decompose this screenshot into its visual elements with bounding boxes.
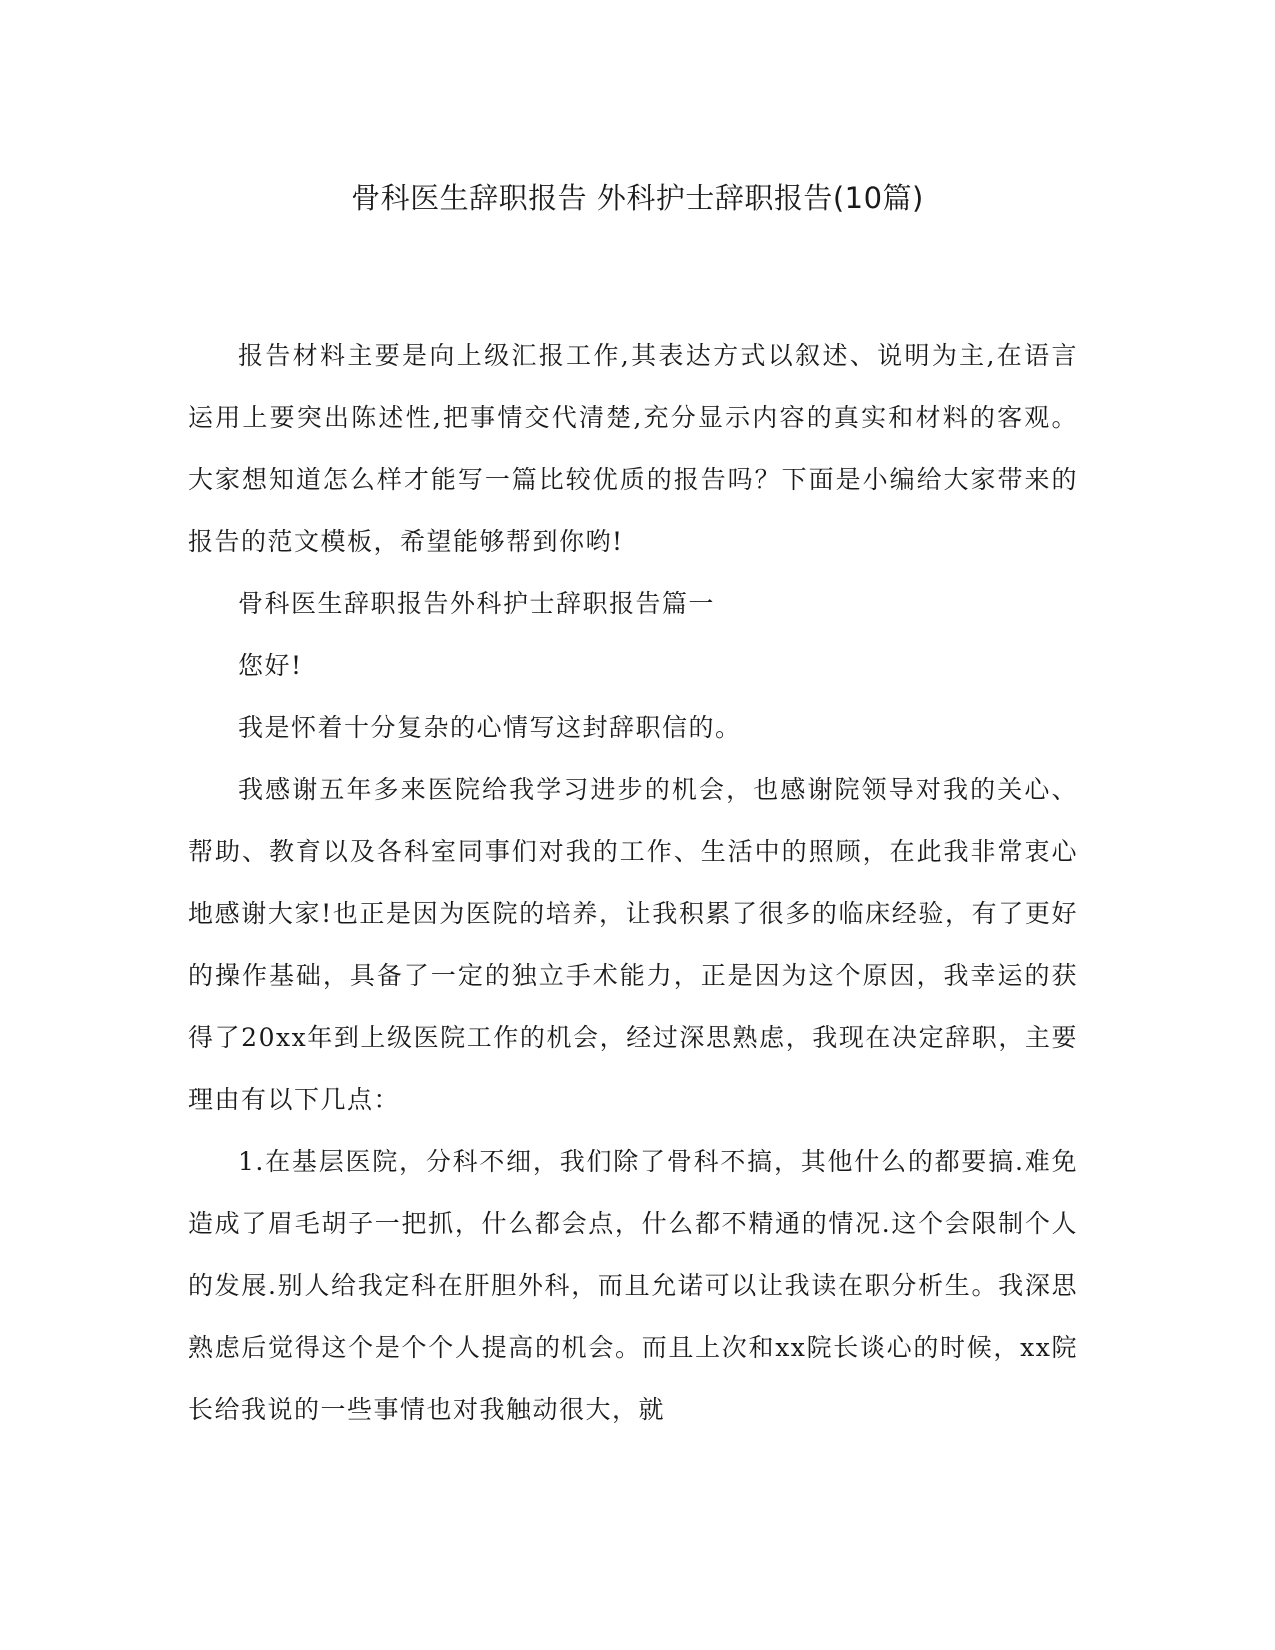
body-paragraph: 我是怀着十分复杂的心情写这封辞职信的。 bbox=[238, 713, 742, 742]
document-title: 骨科医生辞职报告 外科护士辞职报告(10篇) bbox=[351, 181, 924, 215]
intro-paragraph: 报告材料主要是向上级汇报工作,其表达方式以叙述、说明为主,在语言运用上要突出陈述性,把事情交代清楚,充分显示内容的真实和材料的客观。大家想知道怎么样才能写一篇比较优质的报告吗？下面是小编给大家带来的报告的范文模板，希望能够帮到你哟! bbox=[188, 341, 1078, 556]
body-paragraph: 我感谢五年多来医院给我学习进步的机会，也感谢院领导对我的关心、帮助、教育以及各科室同事们对我的工作、生活中的照顾，在此我非常衷心地感谢大家!也正是因为医院的培养，让我积累了很多的临床经验，有了更好的操作基础，具备了一定的独立手术能力，正是因为这个原因，我幸运的获得了20xx年到上级医院工作的机会，经过深思熟虑，我现在决定辞职，主要理由有以下几点： bbox=[188, 775, 1078, 1114]
reason-paragraph: 1.在基层医院，分科不细，我们除了骨科不搞，其他什么的都要搞.难免造成了眉毛胡子一把抓，什么都会点，什么都不精通的情况.这个会限制个人的发展.别人给我定科在肝胆外科，而且允诺可以让我读在职分析生。我深思熟虑后觉得这个是个个人提高的机会。而且上次和xx院长谈心的时候，xx院长给我说的一些事情也对我触动很大，就 bbox=[188, 1147, 1078, 1424]
section-heading: 骨科医生辞职报告外科护士辞职报告篇一 bbox=[238, 589, 716, 618]
document-body bbox=[188, 325, 1078, 1441]
salutation: 您好! bbox=[238, 651, 303, 680]
